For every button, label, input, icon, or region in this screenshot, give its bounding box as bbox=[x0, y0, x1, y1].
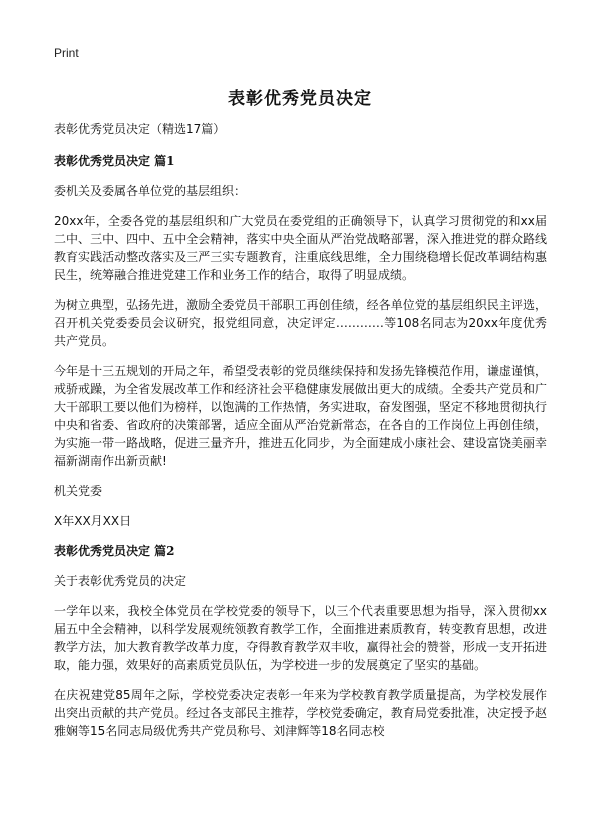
document-subtitle: 表彰优秀党员决定（精选17篇） bbox=[54, 122, 226, 136]
paragraph-salutation: 委机关及委属各单位党的基层组织： bbox=[54, 184, 247, 198]
paragraph: 在庆祝建党85周年之际，学校党委决定表彰一年来为学校教育教学质量提高，为学校发展作出突出贡献的共产党员。经过各支部民主推荐，学校党委确定，教育局党委批准，决定授予赵雅娴等15名同志局级优秀共产党员称号、刘津辉等18名同志校 bbox=[54, 688, 547, 738]
paragraph: 今年是十三五规划的开局之年，希望受表彰的党员继续保持和发扬先锋模范作用，谦虚谨慎，戒骄戒躁，为全省发展改革工作和经济社会平稳健康发展做出更大的成绩。全委共产党员和广大干部职工要以他们为榜样，以饱满的工作热情，务实进取，奋发图强，坚定不移地贯彻执行中央和省委、省政府的决策部署，适应全面从严治党新常态，在各自的工作岗位上再创佳绩，为实施一带一路战略，促进三量齐升，推进五化同步，为全面建成小康社会、建设富饶美丽幸福新湖南作出新贡献! bbox=[54, 364, 547, 468]
section-heading-2: 表彰优秀党员决定 篇2 bbox=[54, 544, 175, 558]
signature-date: X年XX月XX日 bbox=[54, 514, 132, 528]
paragraph: 20xx年，全委各党的基层组织和广大党员在委党组的正确领导下，认真学习贯彻党的和xx届二中、三中、四中、五中全会精神，落实中央全面从严治党战略部署，深入推进党的群众路线教育实践活动整改落实及三严三实专题教育，注重底线思维，全力围绕稳增长促改革调结构惠民生，统筹融合推进党建工作和业务工作的结合，取得了明显成绩。 bbox=[54, 214, 547, 282]
print-link[interactable]: Print bbox=[54, 46, 79, 60]
document-body bbox=[54, 120, 547, 752]
paragraph: 一学年以来，我校全体党员在学校党委的领导下，以三个代表重要思想为指导，深入贯彻xx届五中全会精神，以科学发展观统领教育教学工作，全面推进素质教育，转变教育思想，改进教学方法，加大教育教学改革力度，夺得教育教学双丰收，赢得社会的赞誉，形成一支开拓进取，能力强，效果好的高素质党员队伍，为学校进一步的发展奠定了坚实的基础。 bbox=[54, 604, 547, 672]
signature-org: 机关党委 bbox=[54, 484, 103, 498]
section-heading-1: 表彰优秀党员决定 篇1 bbox=[54, 154, 175, 168]
paragraph: 为树立典型，弘扬先进，激励全委党员干部职工再创佳绩，经各单位党的基层组织民主评选，召开机关党委委员会议研究，报党组同意，决定评定…………等108名同志为20xx年度优秀共产党员。 bbox=[54, 298, 547, 348]
paragraph-subject: 关于表彰优秀党员的决定 bbox=[54, 574, 187, 588]
document-title: 表彰优秀党员决定 bbox=[228, 89, 372, 109]
